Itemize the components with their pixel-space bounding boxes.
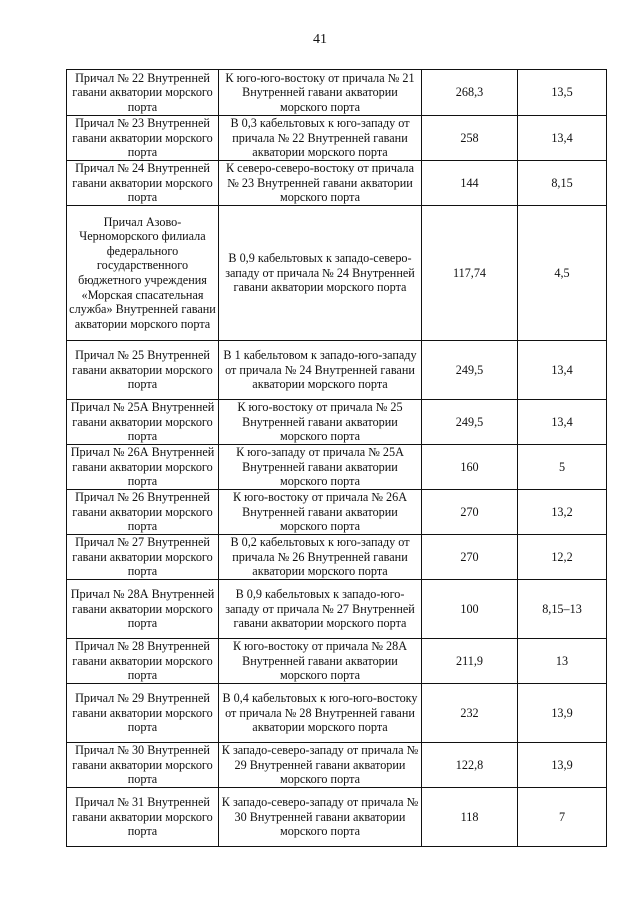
berth-depth: 7	[518, 788, 607, 847]
berth-location: В 0,3 кабельтовых к юго-западу от причала № 22 Внутренней гавани акватории морского порта	[219, 116, 422, 161]
berth-location: В 0,2 кабельтовых к юго-западу от причала № 26 Внутренней гавани акватории морского порта	[219, 535, 422, 580]
berth-depth: 13,9	[518, 684, 607, 743]
berth-name: Причал № 25 Внутренней гавани акватории морского порта	[67, 341, 219, 400]
berth-name: Причал № 28А Внутренней гавани акватории морского порта	[67, 580, 219, 639]
berth-name: Причал № 27 Внутренней гавани акватории морского порта	[67, 535, 219, 580]
berth-length: 100	[422, 580, 518, 639]
berth-location: К юго-западу от причала № 25А Внутренней гавани акватории морского порта	[219, 445, 422, 490]
berth-location: К западо-северо-западу от причала № 30 Внутренней гавани акватории морского порта	[219, 788, 422, 847]
berth-location: К юго-юго-востоку от причала № 21 Внутренней гавани акватории морского порта	[219, 70, 422, 116]
table-row	[67, 788, 607, 847]
table-row	[67, 535, 607, 580]
berth-depth: 13,2	[518, 490, 607, 535]
berth-depth: 8,15	[518, 161, 607, 206]
berth-depth: 12,2	[518, 535, 607, 580]
berth-depth: 4,5	[518, 206, 607, 341]
table-row	[67, 580, 607, 639]
berth-name: Причал № 30 Внутренней гавани акватории морского порта	[67, 743, 219, 788]
berth-length: 117,74	[422, 206, 518, 341]
berth-depth: 8,15–13	[518, 580, 607, 639]
berth-name: Причал № 29 Внутренней гавани акватории морского порта	[67, 684, 219, 743]
berth-depth: 5	[518, 445, 607, 490]
berth-length: 268,3	[422, 70, 518, 116]
table-row	[67, 206, 607, 341]
berth-name: Причал № 24 Внутренней гавани акватории морского порта	[67, 161, 219, 206]
page-number: 41	[313, 32, 327, 47]
berth-length: 160	[422, 445, 518, 490]
berth-location: К юго-востоку от причала № 26А Внутренней гавани акватории морского порта	[219, 490, 422, 535]
table-row	[67, 70, 607, 116]
berth-location: К северо-северо-востоку от причала № 23 Внутренней гавани акватории морского порта	[219, 161, 422, 206]
berth-location: В 0,4 кабельтовых к юго-юго-востоку от причала № 28 Внутренней гавани акватории морского порта	[219, 684, 422, 743]
berth-length: 118	[422, 788, 518, 847]
berth-length: 232	[422, 684, 518, 743]
berth-location: В 0,9 кабельтовых к западо-юго-западу от причала № 27 Внутренней гавани акватории морского порта	[219, 580, 422, 639]
table-row	[67, 161, 607, 206]
table-row	[67, 400, 607, 445]
berth-depth: 13	[518, 639, 607, 684]
berth-name: Причал № 28 Внутренней гавани акватории морского порта	[67, 639, 219, 684]
berth-length: 270	[422, 490, 518, 535]
berth-name: Причал № 26 Внутренней гавани акватории морского порта	[67, 490, 219, 535]
table-row	[67, 490, 607, 535]
berth-length: 122,8	[422, 743, 518, 788]
berth-location: К юго-востоку от причала № 25 Внутренней гавани акватории морского порта	[219, 400, 422, 445]
berth-length: 270	[422, 535, 518, 580]
berth-length: 211,9	[422, 639, 518, 684]
berth-name: Причал № 25А Внутренней гавани акватории морского порта	[67, 400, 219, 445]
berth-name: Причал Азово-Черноморского филиала федерального государственного бюджетного учреждения «Морская спасательная служба» Внутренней гавани акватории морского порта	[67, 206, 219, 341]
berth-depth: 13,5	[518, 70, 607, 116]
berth-length: 258	[422, 116, 518, 161]
table-row	[67, 743, 607, 788]
berth-length: 249,5	[422, 341, 518, 400]
table-row	[67, 341, 607, 400]
berth-depth: 13,4	[518, 400, 607, 445]
berths-table	[66, 69, 607, 847]
berth-location: В 1 кабельтовом к западо-юго-западу от причала № 24 Внутренней гавани акватории морского порта	[219, 341, 422, 400]
berth-name: Причал № 31 Внутренней гавани акватории морского порта	[67, 788, 219, 847]
berth-name: Причал № 26А Внутренней гавани акватории морского порта	[67, 445, 219, 490]
table-row	[67, 684, 607, 743]
berth-length: 249,5	[422, 400, 518, 445]
berth-depth: 13,4	[518, 116, 607, 161]
berth-length: 144	[422, 161, 518, 206]
berth-depth: 13,4	[518, 341, 607, 400]
berth-location: К юго-востоку от причала № 28А Внутренней гавани акватории морского порта	[219, 639, 422, 684]
berth-location: К западо-северо-западу от причала № 29 Внутренней гавани акватории морского порта	[219, 743, 422, 788]
berth-name: Причал № 23 Внутренней гавани акватории морского порта	[67, 116, 219, 161]
table-row	[67, 116, 607, 161]
table-row	[67, 639, 607, 684]
berth-location: В 0,9 кабельтовых к западо-северо-западу от причала № 24 Внутренней гавани акватории морского порта	[219, 206, 422, 341]
berth-depth: 13,9	[518, 743, 607, 788]
table-row	[67, 445, 607, 490]
berth-name: Причал № 22 Внутренней гавани акватории морского порта	[67, 70, 219, 116]
